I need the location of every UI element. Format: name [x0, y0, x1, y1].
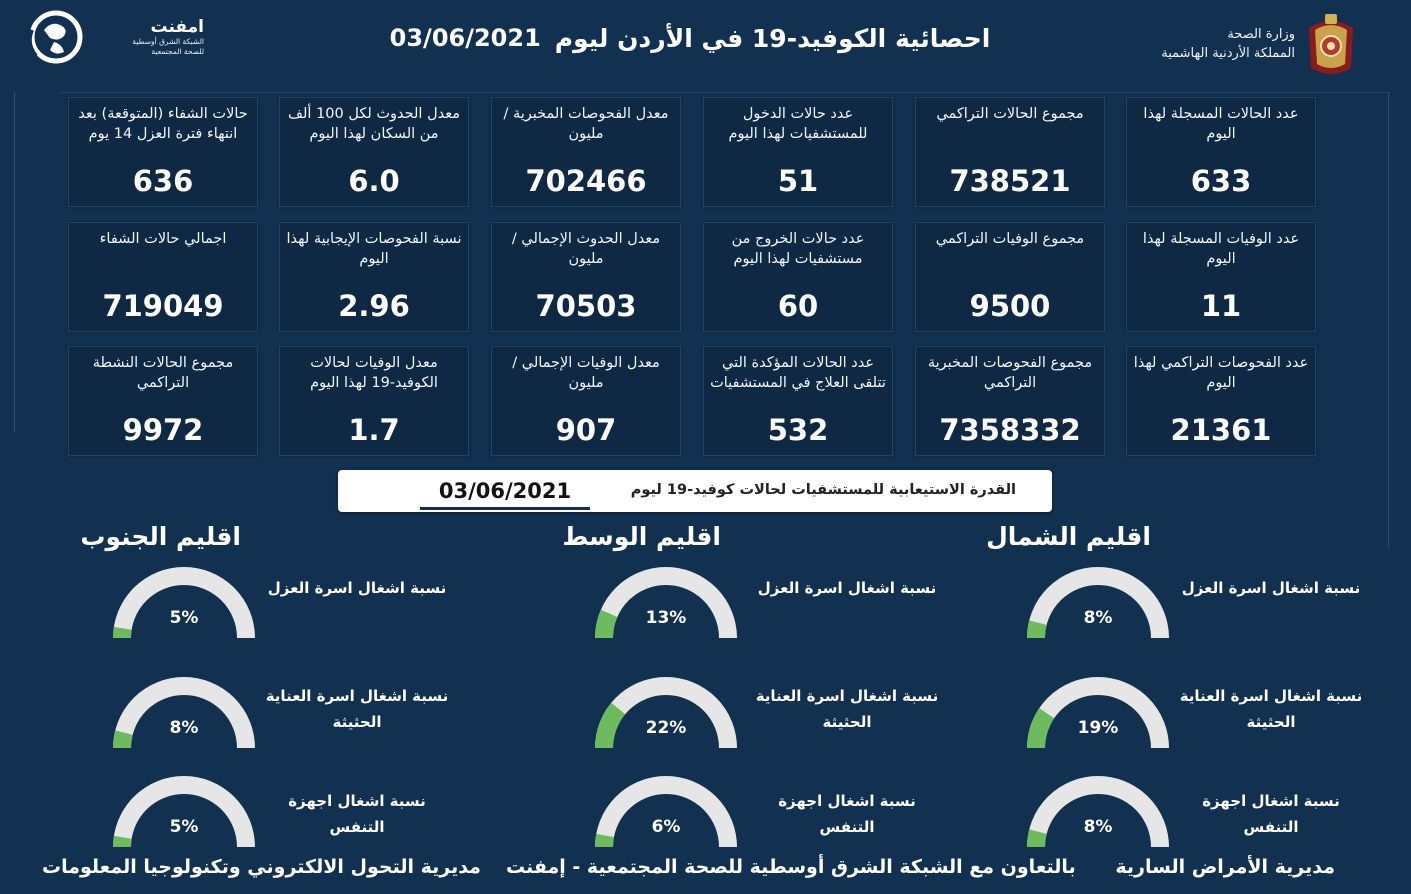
stat-card	[703, 346, 893, 456]
gauge-label: نسبة اشغال اسرة العناية الحثيثة	[265, 687, 449, 731]
stat-card	[703, 222, 893, 332]
stat-card	[68, 222, 258, 332]
gauge-track	[1036, 576, 1160, 638]
stat-value: 6.0	[348, 164, 400, 198]
stat-card	[491, 97, 681, 207]
gauge-arc	[1026, 676, 1170, 752]
gauge-percent: 5%	[169, 817, 199, 837]
stat-card	[279, 97, 469, 207]
imfnet-logo-block	[24, 8, 204, 66]
gauge-fill	[122, 837, 123, 847]
stat-label: مجموع الحالات التراكمي	[936, 106, 1084, 122]
stat-label: معدل الحدوث لكل 100 ألف من السكان لهذا اليوم	[288, 106, 460, 142]
gauge-arc	[594, 676, 738, 752]
gauge-arc	[594, 775, 738, 851]
occupancy-gauge	[1026, 566, 1170, 642]
stat-card	[915, 97, 1105, 207]
gauge-percent: 8%	[169, 718, 199, 738]
gauge-arc	[1026, 566, 1170, 642]
stat-value: 70503	[535, 289, 637, 323]
stat-card	[279, 222, 469, 332]
stat-label: معدل الحدوث الإجمالي /مليون	[511, 231, 661, 267]
imfnet-text	[92, 17, 204, 57]
stat-value: 51	[777, 164, 819, 198]
stat-value: 60	[777, 289, 819, 323]
jordan-crest-icon	[1303, 10, 1359, 78]
gauge-arc	[1026, 775, 1170, 851]
stat-value: 1.7	[348, 413, 400, 447]
occupancy-gauge	[112, 676, 256, 752]
occupancy-gauge	[594, 566, 738, 642]
stat-value: 719049	[102, 289, 224, 323]
gauge-label: نسبة اشغال اجهزة التنفس	[1202, 792, 1340, 836]
capacity-banner-date: 03/06/2021	[420, 474, 590, 510]
gauge-label: نسبة اشغال اسرة العزل	[1181, 579, 1361, 597]
stat-card	[279, 346, 469, 456]
ministry-text	[1161, 25, 1295, 63]
stat-value: 9972	[122, 413, 204, 447]
globe-logo-icon	[24, 8, 88, 66]
stat-value: 9500	[969, 289, 1051, 323]
stat-label: معدل الفحوصات المخبرية /مليون	[503, 106, 669, 142]
stat-label: عدد حالات الدخول للمستشفيات لهذا اليوم	[728, 106, 868, 142]
header	[0, 0, 1411, 90]
stat-label: معدل الوفيات لحالات الكوفيد-19 لهذا اليوم	[310, 355, 438, 391]
stat-value: 21361	[1170, 413, 1272, 447]
gauge-track	[122, 576, 246, 638]
stat-label: عدد الحالات المؤكدة التي تتلقى العلاج في المستشفيات	[710, 355, 886, 391]
stat-value: 907	[555, 413, 617, 447]
stat-card	[68, 346, 258, 456]
stat-card	[915, 346, 1105, 456]
stat-value: 738521	[949, 164, 1071, 198]
imfnet-name: امفنت	[150, 17, 204, 37]
stat-card	[491, 346, 681, 456]
region-title: اقليم الجنوب	[80, 522, 241, 551]
region-title: اقليم الوسط	[562, 522, 721, 551]
gauge-percent: 8%	[1083, 608, 1113, 628]
occupancy-gauge	[112, 775, 256, 851]
stat-label: عدد الحالات المسجلة لهذا اليوم	[1143, 106, 1299, 142]
footer-communicable-diseases: مديرية الأمراض السارية	[1115, 856, 1335, 878]
stat-label: مجموع الوفيات التراكمي	[935, 231, 1085, 247]
occupancy-gauge	[594, 775, 738, 851]
gauge-fill	[122, 628, 123, 638]
stat-label: نسبة الفحوصات الإيجابية لهذا اليوم	[286, 231, 462, 267]
gauge-label: نسبة اشغال اسرة العناية الحثيثة	[755, 687, 939, 731]
gauge-label: نسبة اشغال اجهزة التنفس	[778, 792, 916, 836]
gauge-arc	[594, 566, 738, 642]
gauge-track	[122, 686, 246, 748]
region-title: اقليم الشمال	[986, 522, 1151, 551]
gauge-percent: 19%	[1077, 718, 1119, 738]
page-title-text: احصائية الكوفيد-19 في الأردن ليوم	[554, 23, 991, 53]
imfnet-subtitle-2: للصحة المجتمعية	[151, 47, 204, 56]
stat-card	[1126, 346, 1316, 456]
occupancy-gauge	[1026, 676, 1170, 752]
gauge-percent: 6%	[651, 817, 681, 837]
page-title	[380, 18, 1000, 58]
stat-value: 11	[1200, 289, 1242, 323]
gauge-track	[122, 785, 246, 847]
footer-collaboration: بالتعاون مع الشبكة الشرق أوسطية للصحة المجتمعية - إمفنت	[506, 856, 1076, 878]
stat-label: مجموع الحالات النشطة التراكمي	[92, 355, 234, 391]
gauge-arc	[112, 676, 256, 752]
stat-card	[491, 222, 681, 332]
occupancy-gauge	[112, 566, 256, 642]
stat-value: 702466	[525, 164, 647, 198]
stat-label: مجموع الفحوصات المخبرية التراكمي	[927, 355, 1093, 391]
stat-label: اجمالي حالات الشفاء	[99, 231, 227, 247]
gauge-track	[604, 785, 728, 847]
ministry-block	[1161, 10, 1359, 78]
stat-card	[703, 97, 893, 207]
ministry-name: وزارة الصحة	[1227, 27, 1295, 42]
stat-label: معدل الوفيات الإجمالي /مليون	[512, 355, 660, 391]
gauge-label: نسبة اشغال اسرة العزل	[757, 579, 937, 597]
frame-line-left	[14, 92, 15, 432]
gauge-label: نسبة اشغال اسرة العناية الحثيثة	[1179, 687, 1363, 731]
gauge-track	[604, 576, 728, 638]
stat-card	[1126, 97, 1316, 207]
stat-value: 633	[1190, 164, 1252, 198]
gauge-track	[1036, 686, 1160, 748]
stat-value: 2.96	[338, 289, 410, 323]
imfnet-subtitle-1: الشبكة الشرق أوسطية	[132, 37, 204, 46]
capacity-banner-text: القدرة الاستيعابية للمستشفيات لحالات كوفيد-19 ليوم	[630, 482, 1016, 498]
gauge-label: نسبة اشغال اسرة العزل	[267, 579, 447, 597]
kingdom-name: المملكة الأردنية الهاشمية	[1161, 46, 1295, 61]
stat-value: 532	[767, 413, 829, 447]
gauge-label: نسبة اشغال اجهزة التنفس	[288, 792, 426, 836]
gauge-percent: 13%	[645, 608, 687, 628]
stat-card	[68, 97, 258, 207]
frame-line-top	[60, 92, 1390, 93]
stat-card	[1126, 222, 1316, 332]
stat-label: عدد حالات الخروج من مستشفيات لهذا اليوم	[731, 231, 865, 267]
capacity-banner	[338, 470, 1052, 512]
frame-line-right	[1388, 92, 1389, 547]
gauge-percent: 22%	[645, 718, 687, 738]
stat-card	[915, 222, 1105, 332]
stat-value: 7358332	[939, 413, 1081, 447]
stat-label: حالات الشفاء (المتوقعة) بعد انتهاء فترة العزل 14 يوم	[78, 106, 248, 142]
occupancy-gauge	[1026, 775, 1170, 851]
stat-label: عدد الفحوصات التراكمي لهذا اليوم	[1133, 355, 1309, 391]
gauge-percent: 8%	[1083, 817, 1113, 837]
page-title-date: 03/06/2021	[389, 24, 541, 52]
gauge-track	[1036, 785, 1160, 847]
footer-it-directorate: مديرية التحول الالكتروني وتكنولوجيا المعلومات	[42, 856, 481, 878]
gauge-arc	[112, 566, 256, 642]
gauge-percent: 5%	[169, 608, 199, 628]
stat-label: عدد الوفيات المسجلة لهذا اليوم	[1142, 231, 1300, 267]
occupancy-gauge	[594, 676, 738, 752]
gauge-arc	[112, 775, 256, 851]
gauge-fill	[604, 835, 605, 847]
stat-value: 636	[132, 164, 194, 198]
